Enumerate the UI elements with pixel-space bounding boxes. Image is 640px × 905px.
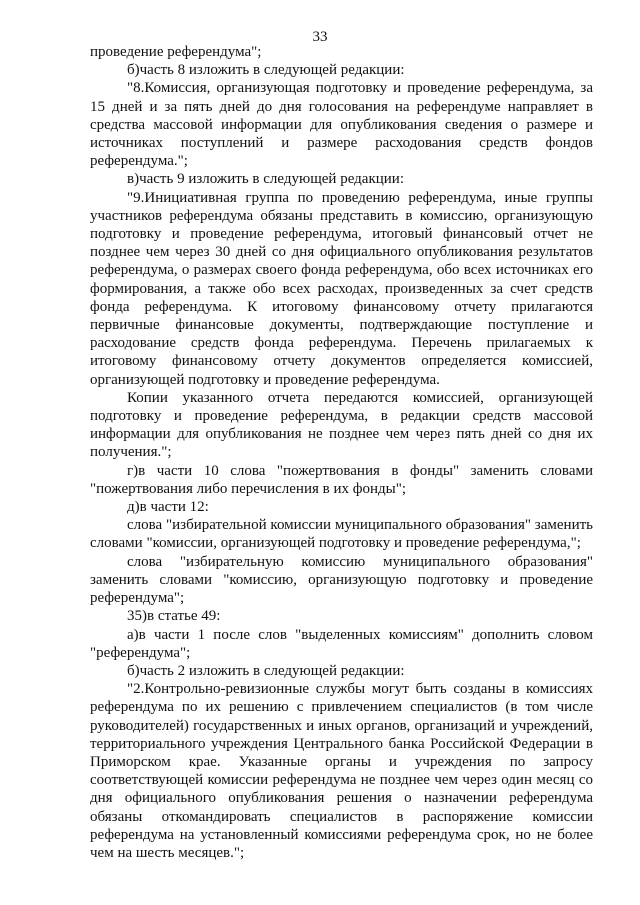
paragraph-part-8-text: "8.Комиссия, организующая подготовку и проведение референдума, за 15 дней и за пять дней до дня голосования на референдуме направляет в средства массовой информации для опубликования сведения о размере и источниках поступлений и размере расходования средств фондов референдума."; [90,80,593,170]
paragraph-part-9-text: "9.Инициативная группа по проведению референдума, иные группы участников референдума обязаны представить в комиссию, организующую подготовку и проведение референдума, итоговый финансовый отчет не позднее чем через 30 дней со дня официального опубликования результатов референдума, о размерах своего фонда референдума, обо всех источниках его формирования, а также обо всех расходах, произведенных за счет средств фонда референдума. К итоговому финансовому отчету прилагаются первичные финансовые документы, подтверждающие поступление и расходование средств фонда референдума. Перечень прилагаемых к итоговому финансовому отчету документов определяется комиссией, организующей подготовку и проведение референдума. [90,189,593,388]
paragraph-item-b-part-8: б)часть 8 изложить в следующей редакции: [127,62,405,79]
paragraph-item-g-part-10: г)в части 10 слова "пожертвования в фонды" заменить словами "пожертвования либо перечисления в их фонды"; [90,462,593,497]
paragraph-words-replace-2: слова "избирательную комиссию муниципального образования" заменить словами "комиссию, организующую подготовку и проведение референдума"; [90,553,593,607]
paragraph-words-replace-1: слова "избирательной комиссии муниципального образования" заменить словами "комиссии, организующей подготовку и проведение референдума,"; [90,517,593,552]
paragraph-item-v-part-9: в)часть 9 изложить в следующей редакции: [127,171,404,188]
document-body [90,43,593,862]
paragraph-part-2-text: "2.Контрольно-ревизионные службы могут быть созданы в комиссиях референдума по их решению с привлечением специалистов (в том числе руководителей) государственных и иных органов, организаций и учреждений, территориального учреждения Центрального банка Российской Федерации в Приморском крае. Указанные органы и учреждения по запросу соответствующей комиссии референдума не позднее чем через один месяц со дня официального опубликования решения о назначении референдума обязаны откомандировать специалистов в распоряжение комиссии референдума на установленный комиссиями референдума срок, но не более чем на шесть месяцев."; [90,681,593,861]
paragraph-item-d-part-12: д)в части 12: [127,499,209,516]
page-number: 33 [312,29,328,45]
paragraph-item-b-part-2: б)часть 2 изложить в следующей редакции: [127,662,405,679]
paragraph-continuation: проведение референдума"; [90,44,262,60]
paragraph-item-a-part-1: а)в части 1 после слов "выделенных комиссиям" дополнить словом "референдума"; [90,626,593,661]
paragraph-report-copies: Копии указанного отчета передаются комиссией, организующей подготовку и проведение референдума, в редакции средств массовой информации для опубликования не позднее чем через пять дней со дня их получения."; [90,389,593,461]
paragraph-article-49: 35)в статье 49: [127,608,221,625]
